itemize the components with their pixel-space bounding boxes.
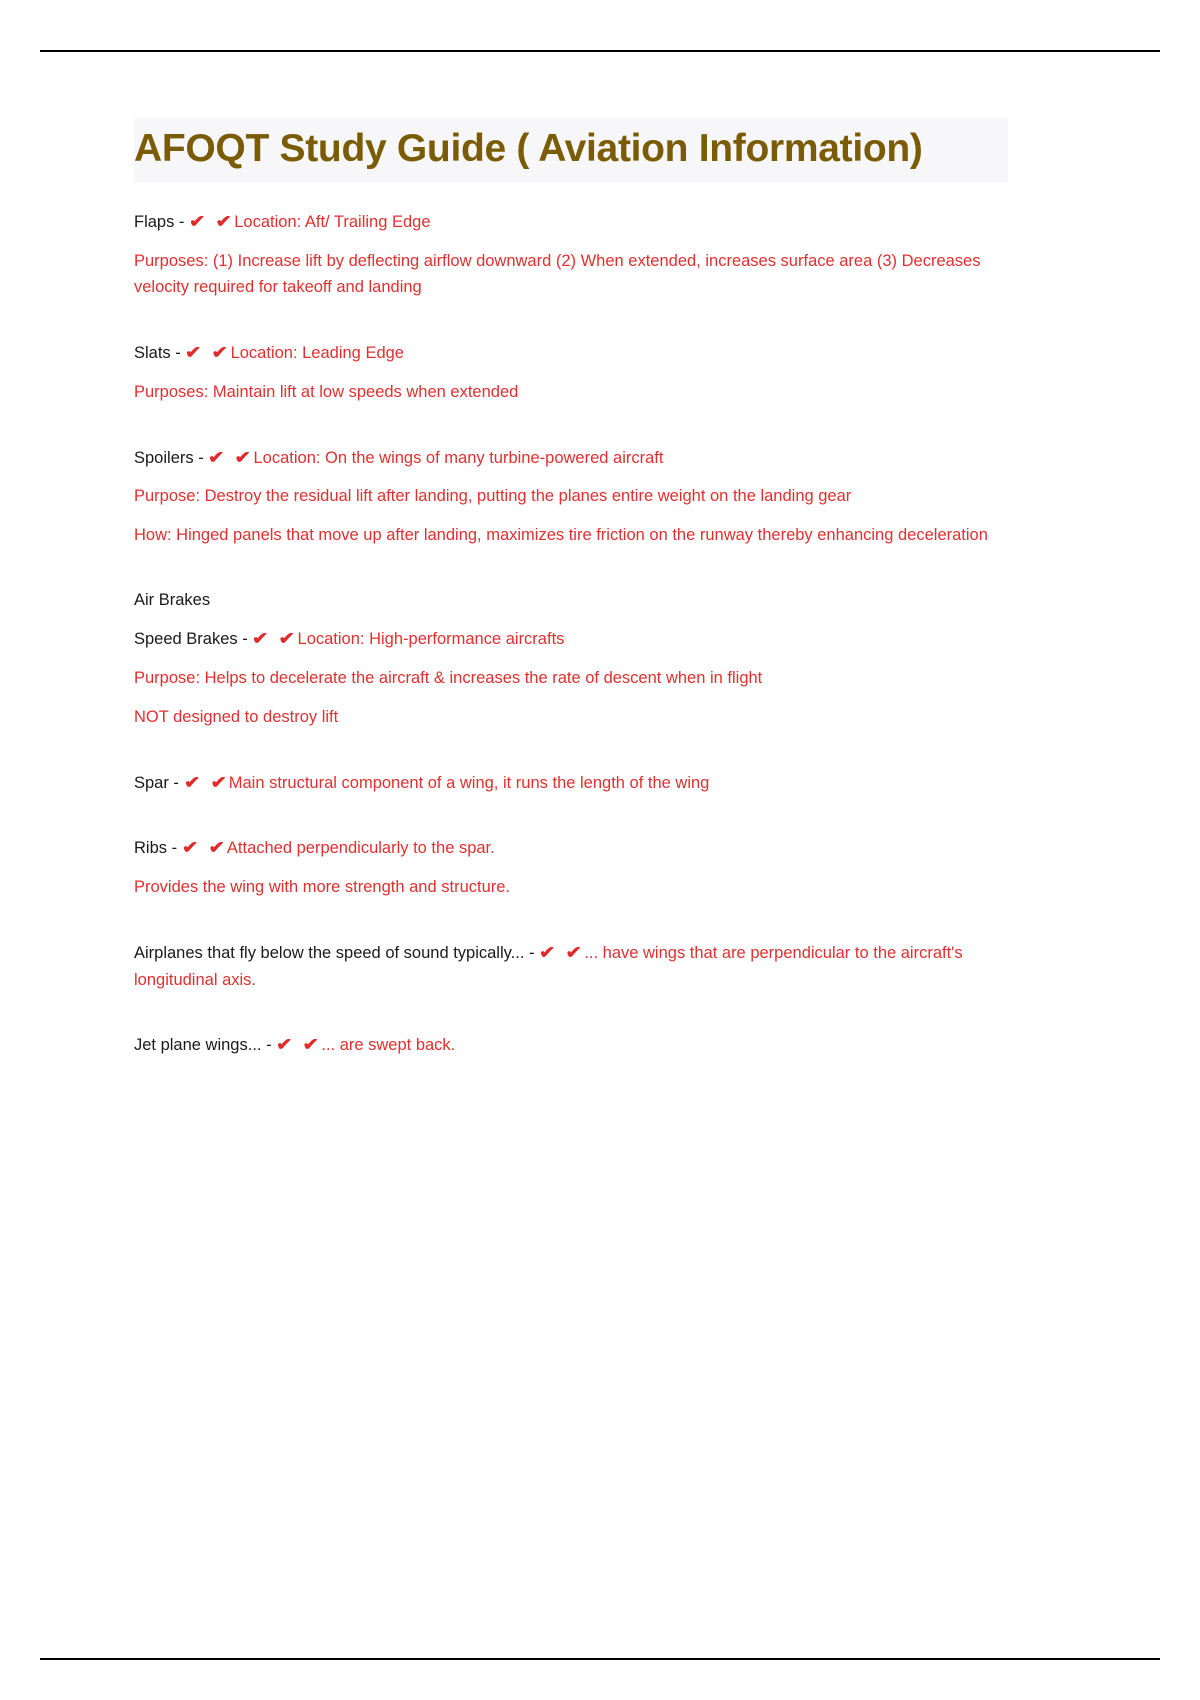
term-label: Slats - xyxy=(134,344,186,363)
double-check-icon: ✔ ✔ xyxy=(183,772,229,792)
top-divider xyxy=(40,50,1160,52)
answer-text: ... are swept back. xyxy=(321,1036,456,1055)
term-label: Ribs - xyxy=(134,839,182,858)
entry-detail: Purposes: Maintain lift at low speeds when extended xyxy=(134,382,519,401)
entry-detail: Purposes: (1) Increase lift by deflecting airflow downward (2) When extended, increases surface area (3) Decreases velocity required for takeoff and landing xyxy=(134,251,981,297)
term-label: Spoilers - xyxy=(134,448,209,467)
entry-detail: Purpose: Destroy the residual lift after landing, putting the planes entire weight on the landing gear xyxy=(134,487,852,506)
term-label: Flaps - xyxy=(134,213,190,232)
study-entry-ribs xyxy=(134,834,1034,900)
double-check-icon: ✔ ✔ xyxy=(181,838,227,858)
entry-detail: How: Hinged panels that move up after landing, maximizes tire friction on the runway thereby enhancing deceleration xyxy=(134,526,988,545)
double-check-icon: ✔ ✔ xyxy=(185,343,231,363)
double-check-icon: ✔ ✔ xyxy=(276,1035,322,1055)
term-label: Airplanes that fly below the speed of sound typically... - xyxy=(134,943,540,962)
section-heading: Air Brakes xyxy=(134,590,211,609)
entry-term-line xyxy=(134,769,1034,797)
study-entry-jet-wings xyxy=(134,1031,1034,1059)
page-title: AFOQT Study Guide ( Aviation Information) xyxy=(134,127,923,170)
double-check-icon: ✔ ✔ xyxy=(539,942,585,962)
double-check-icon: ✔ ✔ xyxy=(208,447,254,467)
study-entry-slats xyxy=(134,339,1034,405)
entry-term-line xyxy=(134,834,1034,862)
entry-term-line xyxy=(134,208,1034,236)
study-entry-subsonic-wings xyxy=(134,939,1034,993)
term-label: Jet plane wings... - xyxy=(134,1036,277,1055)
term-label: Speed Brakes - xyxy=(134,630,253,649)
entry-term-line xyxy=(134,1031,1034,1059)
answer-text: Location: Leading Edge xyxy=(230,344,404,363)
answer-text: ... have wings that are perpendicular to the aircraft's longitudinal axis. xyxy=(134,943,963,989)
double-check-icon: ✔ ✔ xyxy=(252,629,298,649)
entry-detail: Provides the wing with more strength and structure. xyxy=(134,878,511,897)
entry-term-line xyxy=(134,939,1034,993)
term-label: Spar - xyxy=(134,773,184,792)
study-entry-speed-brakes xyxy=(134,587,1034,731)
study-entry-flaps xyxy=(134,208,1034,301)
document-content xyxy=(134,118,1034,1071)
answer-text: Location: High-performance aircrafts xyxy=(297,630,565,649)
entry-detail: Purpose: Helps to decelerate the aircraft & increases the rate of descent when in flight xyxy=(134,669,763,688)
answer-text: Location: Aft/ Trailing Edge xyxy=(234,213,431,232)
answer-text: Location: On the wings of many turbine-powered aircraft xyxy=(253,448,664,467)
entry-detail: NOT designed to destroy lift xyxy=(134,707,339,726)
entry-term-line xyxy=(134,444,1034,472)
study-entry-spoilers xyxy=(134,444,1034,549)
double-check-icon: ✔ ✔ xyxy=(189,212,235,232)
title-block xyxy=(134,118,1008,182)
answer-text: Main structural component of a wing, it runs the length of the wing xyxy=(228,773,710,792)
entry-term-line xyxy=(134,339,1034,367)
answer-text: Attached perpendicularly to the spar. xyxy=(226,839,495,858)
bottom-divider xyxy=(40,1658,1160,1660)
entry-term-line xyxy=(134,625,1034,653)
study-entry-spar xyxy=(134,769,1034,797)
